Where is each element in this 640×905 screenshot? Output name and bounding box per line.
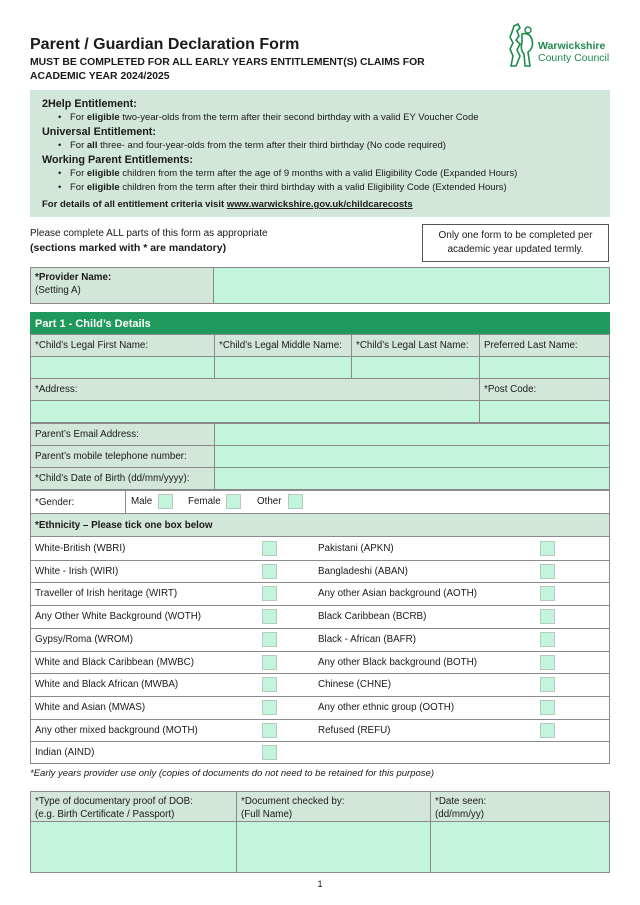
ethnicity-row-divider bbox=[30, 560, 610, 561]
bear-and-staff-icon bbox=[508, 22, 536, 68]
ethnicity-row-divider bbox=[30, 673, 610, 674]
logo-text bbox=[538, 40, 609, 64]
preferred-last-name-label: Preferred Last Name: bbox=[479, 334, 610, 357]
ethnicity-checkbox[interactable] bbox=[262, 677, 277, 692]
ethnicity-option-label: Any Other White Background (WOTH) bbox=[35, 611, 202, 623]
email-field[interactable] bbox=[214, 423, 610, 446]
ethnicity-option-label: Traveller of Irish heritage (WIRT) bbox=[35, 588, 178, 600]
page-subtitle: MUST BE COMPLETED FOR ALL EARLY YEARS ENTITLEMENT(S) CLAIMS FOR ACADEMIC YEAR 2024/2025 bbox=[30, 57, 425, 82]
ethnicity-option-label: Any other Asian background (AOTH) bbox=[318, 588, 478, 600]
gender-label: *Gender: bbox=[30, 490, 126, 514]
ethnicity-checkbox[interactable] bbox=[262, 541, 277, 556]
page-number: 1 bbox=[317, 879, 323, 890]
mobile-field[interactable] bbox=[214, 445, 610, 468]
ethnicity-option-label: White - Irish (WIRI) bbox=[35, 565, 119, 577]
ethnicity-row-divider bbox=[30, 696, 610, 697]
one-form-notice: Only one form to be completed per academic year updated termly. bbox=[422, 224, 609, 262]
page-title: Parent / Guardian Declaration Form bbox=[30, 36, 300, 53]
ethnicity-row-divider bbox=[30, 651, 610, 652]
ethnicity-header: *Ethnicity – Please tick one box below bbox=[30, 513, 610, 537]
date-seen-label: *Date seen: (dd/mm/yy) bbox=[430, 791, 610, 822]
info-bullet: • For eligible two-year-olds from the term after their second birthday with a valid EY Voucher Code bbox=[70, 111, 598, 125]
ethnicity-option-label: Black Caribbean (BCRB) bbox=[318, 611, 427, 623]
dob-proof-label: *Type of documentary proof of DOB: (e.g. Birth Certificate / Passport) bbox=[30, 791, 237, 822]
provider-name-field[interactable] bbox=[213, 267, 610, 304]
ethnicity-option-label: Pakistani (APKN) bbox=[318, 543, 394, 554]
ethnicity-checkbox[interactable] bbox=[262, 655, 277, 670]
gender-male-checkbox[interactable] bbox=[158, 494, 173, 509]
dob-proof-field[interactable] bbox=[30, 821, 237, 873]
ethnicity-option-label: White-British (WBRI) bbox=[35, 543, 126, 554]
info-heading-universal: Universal Entitlement: bbox=[42, 126, 156, 138]
address-field[interactable] bbox=[30, 400, 480, 423]
ethnicity-option-label: White and Black African (MWBA) bbox=[35, 679, 179, 691]
ethnicity-option-label: Any other Black background (BOTH) bbox=[318, 656, 477, 668]
ethnicity-checkbox[interactable] bbox=[262, 586, 277, 601]
gender-other-checkbox[interactable] bbox=[288, 494, 303, 509]
gender-male-label: Male bbox=[131, 496, 153, 507]
mobile-label: Parent’s mobile telephone number: bbox=[30, 445, 215, 468]
ethnicity-row-divider bbox=[30, 628, 610, 629]
last-name-field[interactable] bbox=[351, 356, 480, 379]
ethnicity-option-label: Any other ethnic group (OOTH) bbox=[318, 701, 455, 713]
ethnicity-checkbox[interactable] bbox=[262, 745, 277, 760]
info-bullet: • For eligible children from the term after their third birthday with a valid Eligibility Code (Extended Hours) bbox=[70, 181, 598, 195]
dob-field[interactable] bbox=[214, 467, 610, 490]
info-bullet: • For eligible children from the term after the age of 9 months with a valid Eligibility Code (Expanded Hours) bbox=[70, 167, 598, 181]
info-heading-2help: 2Help Entitlement: bbox=[42, 98, 137, 110]
ethnicity-option-label: Black - African (BAFR) bbox=[318, 633, 416, 645]
info-bullet: • For all three- and four-year-olds from the term after their third birthday (No code required) bbox=[70, 139, 598, 153]
ethnicity-option-label: White and Asian (MWAS) bbox=[35, 701, 146, 713]
dob-label: *Child’s Date of Birth (dd/mm/yyyy): bbox=[30, 467, 215, 490]
postcode-label: *Post Code: bbox=[479, 378, 610, 401]
ethnicity-option-label: Indian (AIND) bbox=[35, 747, 95, 759]
ethnicity-option-label: Chinese (CHNE) bbox=[318, 679, 391, 691]
middle-name-label: *Child’s Legal Middle Name: bbox=[214, 334, 352, 357]
ethnicity-row-divider bbox=[30, 582, 610, 583]
provider-use-note: *Early years provider use only (copies of documents do not need to be retained for this purpose) bbox=[30, 768, 434, 779]
email-label: Parent’s Email Address: bbox=[30, 423, 215, 446]
ethnicity-row-divider bbox=[30, 719, 610, 720]
first-name-label: *Child’s Legal First Name: bbox=[30, 334, 215, 357]
postcode-field[interactable] bbox=[479, 400, 610, 423]
logo-line1: Warwickshire bbox=[538, 40, 606, 52]
ethnicity-checkbox[interactable] bbox=[540, 541, 555, 556]
ethnicity-checkbox[interactable] bbox=[262, 609, 277, 624]
ethnicity-row-divider bbox=[30, 741, 610, 742]
ethnicity-option-label: Refused (REFU) bbox=[318, 724, 391, 736]
middle-name-field[interactable] bbox=[214, 356, 352, 379]
logo-line2: County Council bbox=[538, 52, 610, 64]
gender-other-label: Other bbox=[257, 496, 282, 507]
ethnicity-checkbox[interactable] bbox=[540, 677, 555, 692]
info-footer: For details of all entitlement criteria visit www.warwickshire.gov.uk/childcarecosts bbox=[42, 199, 413, 210]
ethnicity-checkbox[interactable] bbox=[262, 564, 277, 579]
ethnicity-checkbox[interactable] bbox=[262, 700, 277, 715]
ethnicity-option-label: Any other mixed background (MOTH) bbox=[35, 724, 198, 736]
last-name-label: *Child’s Legal Last Name: bbox=[351, 334, 480, 357]
council-logo bbox=[508, 22, 612, 68]
address-label: *Address: bbox=[30, 378, 480, 401]
ethnicity-checkbox[interactable] bbox=[540, 586, 555, 601]
gender-female-label: Female bbox=[188, 496, 221, 507]
ethnicity-option-label: Bangladeshi (ABAN) bbox=[318, 565, 408, 577]
checked-by-label: *Document checked by: (Full Name) bbox=[236, 791, 431, 822]
preferred-last-name-field[interactable] bbox=[479, 356, 610, 379]
ethnicity-option-label: White and Black Caribbean (MWBC) bbox=[35, 656, 194, 668]
ethnicity-checkbox[interactable] bbox=[540, 564, 555, 579]
ethnicity-checkbox[interactable] bbox=[262, 723, 277, 738]
info-heading-working: Working Parent Entitlements: bbox=[42, 154, 193, 166]
instructions: Please complete ALL parts of this form as appropriate (sections marked with * are mandatory) bbox=[30, 228, 268, 254]
part1-header: Part 1 - Child’s Details bbox=[30, 312, 610, 335]
childcarecosts-link[interactable]: www.warwickshire.gov.uk/childcarecosts bbox=[226, 199, 413, 210]
ethnicity-row-divider bbox=[30, 605, 610, 606]
ethnicity-checkbox[interactable] bbox=[540, 700, 555, 715]
ethnicity-checkbox[interactable] bbox=[540, 609, 555, 624]
date-seen-field[interactable] bbox=[430, 821, 610, 873]
checked-by-field[interactable] bbox=[236, 821, 431, 873]
ethnicity-checkbox[interactable] bbox=[540, 632, 555, 647]
provider-name-label: *Provider Name: (Setting A) bbox=[30, 267, 214, 304]
ethnicity-checkbox[interactable] bbox=[540, 723, 555, 738]
first-name-field[interactable] bbox=[30, 356, 215, 379]
ethnicity-option-label: Gypsy/Roma (WROM) bbox=[35, 633, 133, 645]
ethnicity-checkbox[interactable] bbox=[262, 632, 277, 647]
ethnicity-checkbox[interactable] bbox=[540, 655, 555, 670]
entitlement-info-box bbox=[30, 90, 610, 217]
gender-female-checkbox[interactable] bbox=[226, 494, 241, 509]
